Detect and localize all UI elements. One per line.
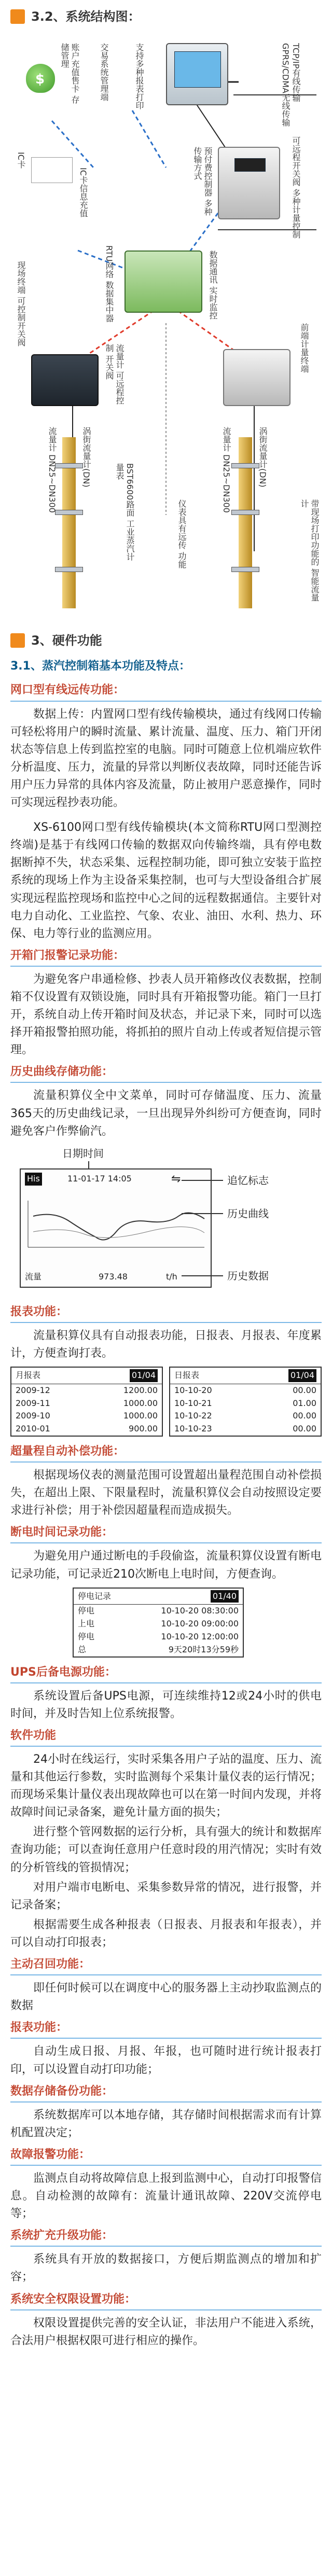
outage-record-table bbox=[73, 1588, 244, 1658]
table-row: 2010-01 900.00 bbox=[16, 1424, 158, 1434]
divider bbox=[10, 1461, 322, 1463]
server-computer bbox=[166, 43, 228, 105]
tx-right-label: 仪表具有远传 功能 bbox=[177, 499, 187, 569]
table-row: 2009-11 1000.00 bbox=[16, 1398, 158, 1408]
money-bag-icon bbox=[26, 64, 55, 93]
tcpip-label: TCP/IP有线传输 GPRS/CDMA无线传输 bbox=[281, 43, 301, 127]
valve-desc-label: 预付费控制器 多种传输方式 bbox=[192, 147, 213, 216]
ic-line-label: IC卡信息充值 bbox=[78, 168, 88, 218]
feature-history-title: 历史曲线存储功能： bbox=[10, 1065, 114, 1079]
month-report-table bbox=[10, 1367, 163, 1437]
feature-storage-title: 数据存储备份功能： bbox=[10, 2084, 114, 2098]
prepay-label: 流量计 可远程控制 开关阀 bbox=[104, 344, 125, 405]
table-row: 10-10-21 01.00 bbox=[174, 1398, 316, 1408]
feature-reportfn-title: 报表功能： bbox=[10, 2021, 68, 2035]
month-report-page: 01/04 bbox=[130, 1369, 158, 1382]
ic-card-icon bbox=[31, 157, 73, 183]
table-row: 停电 10-10-20 12:00:00 bbox=[78, 1632, 239, 1642]
feature-door-para: 为避免客户串通检修、抄表人员开箱修改仪表数据，控制箱不仅设置有双锁设施，同时具有开箱报警功能。箱门一旦打开，系统自动上传开箱时间及状态，并记录下来，同时可以选择开箱报警拍照功能，将抓拍的照片自动上传或者短信提示管理。 bbox=[10, 972, 322, 1057]
divider bbox=[10, 966, 322, 967]
month-report-title: 月报表 bbox=[16, 1370, 41, 1380]
concentrator-label: RTU网络 数据集中器 bbox=[104, 245, 114, 323]
feature-expand-para: 系统具有开放的数据接口，方便后期监测点的增加和扩容； bbox=[10, 2253, 322, 2284]
metering-label: 数据通讯 实时监控 bbox=[208, 250, 218, 320]
outage-title: 停电记录 bbox=[78, 1591, 112, 1601]
meter-bottom-label: 带现场打印功能的 智能流量计 bbox=[299, 499, 320, 602]
divider bbox=[10, 2101, 322, 2102]
label-trace: 追忆标志 bbox=[227, 1174, 269, 1187]
flowmeter-left-label: 流量计 DN25~DN300 bbox=[47, 427, 57, 513]
history-curve-panel bbox=[10, 1146, 322, 1296]
table-row: 10-10-20 00.00 bbox=[174, 1385, 316, 1395]
report-tables bbox=[0, 1363, 332, 1440]
feature-software-para-4: 根据需要生成各种报表（日报表、月报表和年报表），并可以自动打印报表； bbox=[10, 1918, 322, 1949]
outage-page: 01/40 bbox=[211, 1590, 239, 1603]
divider bbox=[10, 1974, 322, 1975]
feature-limit-title: 超量程自动补偿功能： bbox=[10, 1444, 125, 1458]
hist-datetime: 11-01-17 14:05 bbox=[67, 1173, 132, 1183]
divider bbox=[10, 701, 322, 702]
onsite-terminal-left bbox=[31, 354, 99, 406]
ic-label: IC卡 bbox=[16, 152, 26, 169]
table-row: 总 9天20时13分59秒 bbox=[78, 1644, 239, 1654]
feature-reportfn-para: 自动生成日报、月报、年报，也可随时进行统计报表打印，可以设置自动打印功能； bbox=[10, 2045, 322, 2076]
divider bbox=[10, 1746, 322, 1747]
rtu-concentrator bbox=[125, 250, 202, 313]
label-curve: 历史曲线 bbox=[227, 1207, 269, 1220]
feature-alarm-para: 监测点自动将故障信息上报到监测中心，自动打印报警信息。自动检测的故障有：流量计通讯故障、220V交流停电等； bbox=[10, 2171, 322, 2221]
table-row: 2009-10 1000.00 bbox=[16, 1411, 158, 1421]
arrow-trace bbox=[182, 1180, 223, 1181]
arrow-curve bbox=[182, 1213, 223, 1214]
day-report-page: 01/04 bbox=[288, 1369, 316, 1382]
onsite-label: 现场终端 可控制开关阀 bbox=[16, 261, 26, 347]
section-3-1-title: 3.1、蒸汽控制箱基本功能及特点： bbox=[10, 660, 190, 673]
divider bbox=[10, 1082, 322, 1083]
divider bbox=[10, 2309, 322, 2310]
hist-flow-value: 973.48 bbox=[99, 1271, 128, 1282]
history-curve bbox=[23, 1195, 210, 1258]
report-para: 流量积算仪具有自动报表功能，日报表、月报表、年度累计，方便查询打表。 bbox=[10, 1329, 322, 1360]
table-row: 10-10-22 00.00 bbox=[174, 1411, 316, 1421]
feature-monitor-para: 即任何时候可以在调度中心的服务器上主动抄取监测点的数据 bbox=[10, 1982, 322, 2013]
vortex-right-label: 涡街流量计(DN) bbox=[258, 427, 268, 488]
divider bbox=[10, 2246, 322, 2247]
feature-security-title: 系统安全权限设置功能： bbox=[10, 2292, 136, 2306]
feature-expand-title: 系统扩充升级功能： bbox=[10, 2229, 114, 2243]
table-row: 2009-12 1200.00 bbox=[16, 1385, 158, 1395]
feature-network-para-2: XS-6100网口型有线传输模块(本文简称RTU网口型测控终端)是基于有线网口传输的数据双向传输终端，具有停电数据断掉不失，状态采集、远程控制功能，即可独立安装于监控系统的现场上作为主设备采集控制，也可与大型设备组合扩展实现远程监控现场和监控中心之间的远程数据通信。主要针对电力自动化、工业监控、气象、农业、油田、水利、热力、环保、电力等行业的监测应用。 bbox=[10, 821, 322, 940]
feature-limit-para: 根据现场仪表的测量范围可设置超出量程范围自动补偿损失，在超出上限、下限量程时，流量积算仪会自动按照设定要求进行补偿；用于补偿因超量程而造成损失。 bbox=[10, 1469, 322, 1517]
section-3-2-title: 3.2、系统结构图： bbox=[0, 0, 332, 31]
divider bbox=[10, 1322, 322, 1323]
feature-history-para: 流量积算仪全中文菜单，同时可存储温度、压力、流量365天的历史曲线记录，一旦出现异外纠纷可方便查询，同时避免客户作弊偷汽。 bbox=[10, 1089, 322, 1138]
valve-open-label: 可远程开关阀 多种计量控制 bbox=[291, 136, 301, 239]
front-label: 前端计量终端 bbox=[299, 323, 309, 373]
divider bbox=[10, 1542, 322, 1543]
feature-ups-title: UPS后备电源功能： bbox=[10, 1665, 116, 1679]
hist-datetime-title: 日期时间 bbox=[62, 1147, 104, 1160]
table-row: 10-10-23 00.00 bbox=[174, 1424, 316, 1434]
divider bbox=[10, 2038, 322, 2039]
feature-ups-para: 系统设置后备UPS电源，可连续维持12或24小时的供电时间，并及时告知上位系统报警。 bbox=[10, 1689, 322, 1720]
feature-security-para: 权限设置提供完善的安全认证，非法用户不能进入系统，合法用户根据权限可进行相应的操作。 bbox=[10, 2316, 322, 2347]
feature-alarm-title: 故障报警功能： bbox=[10, 2148, 91, 2161]
account-label: 账户充值售卡 存储管理 bbox=[60, 43, 80, 104]
report-title: 报表功能： bbox=[10, 1305, 68, 1318]
divider bbox=[10, 1682, 322, 1683]
feature-storage-para: 系统数据库可以本地存储，其存储时间根据需求而有计算机配置决定； bbox=[10, 2108, 322, 2139]
hist-his: His bbox=[25, 1173, 42, 1186]
label-data: 历史数据 bbox=[227, 1269, 269, 1282]
diagram-connectors bbox=[10, 33, 322, 619]
feature-software-para-2: 进行整个管网数据的运行分析，具有强大的统计和数据库查询功能；可以查询任意用户任意时段的用汽情况；实时有效的分析管线的管损情况； bbox=[10, 1826, 322, 1874]
table-row: 上电 10-10-20 09:00:00 bbox=[78, 1619, 239, 1629]
feature-power-title: 断电时间记录功能： bbox=[10, 1526, 114, 1539]
feature-network-para-1: 数据上传：内置网口型有线传输模块，通过有线网口传输可轻松将用户的瞬时流量、累计流量、温度、压力、箱门开闭状态等信息上传到监控室的电脑。同时可随意上位机端应软件分析温度、压力，流量的异常以判断仪表故障，同时还能告诉用户压力异常的具体内容及流量，防止被用户恶意操作，同时可实现远程抄表功能。 bbox=[10, 707, 322, 810]
feature-software-para-1: 24小时在线运行，实时采集各用户子站的温度、压力、流量和其他运行参数，实时监测每个采集计量仪表的运行情况；而现场采集计量仪表出现故障也可以在第一时间内发现，并将故障时间记录备案，避免计量方面的损失； bbox=[10, 1753, 322, 1819]
feature-door-title: 开箱门报警记录功能： bbox=[10, 949, 125, 962]
day-report-title: 日报表 bbox=[174, 1370, 200, 1380]
flowmeter-right-label: 流量计 DN25~DN300 bbox=[222, 427, 231, 513]
section-3-title: 3、硬件功能 bbox=[0, 624, 332, 655]
trace-icon: ⇋ bbox=[171, 1172, 181, 1186]
divider bbox=[10, 2165, 322, 2166]
system-structure-diagram bbox=[10, 33, 322, 619]
gsm-label: BST6600路面 工业蒸汽计量表 bbox=[115, 463, 135, 561]
trading-label: 交易系统管理端 bbox=[99, 43, 109, 102]
feature-software-para-3: 对用户端市电断电、采集参数异常的情况，进行报警，并记录备案； bbox=[10, 1881, 322, 1912]
feature-power-para: 为避免用户通过断电的手段偷盗，流量积算仪设置有断电记录功能，可记录近210次断电上电时间，方便查询。 bbox=[10, 1550, 322, 1581]
arrow-data bbox=[182, 1275, 223, 1276]
hist-flow-unit: t/h bbox=[166, 1271, 177, 1282]
feature-monitor-title: 主动召回功能： bbox=[10, 1958, 91, 1971]
vortex-left-label: 涡街流量计(DN) bbox=[81, 427, 91, 488]
feature-network-title: 网口型有线远传功能： bbox=[10, 684, 125, 697]
onsite-terminal-right bbox=[223, 349, 290, 406]
history-lcd bbox=[20, 1168, 212, 1288]
day-report-table bbox=[169, 1367, 322, 1437]
table-row: 停电 10-10-20 08:30:00 bbox=[78, 1606, 239, 1616]
prepay-controller bbox=[218, 147, 280, 219]
feature-software-title: 软件功能 bbox=[10, 1729, 57, 1742]
support-label: 支持多种报表打印 bbox=[134, 43, 144, 110]
hist-flow-label: 流量 bbox=[25, 1271, 42, 1282]
